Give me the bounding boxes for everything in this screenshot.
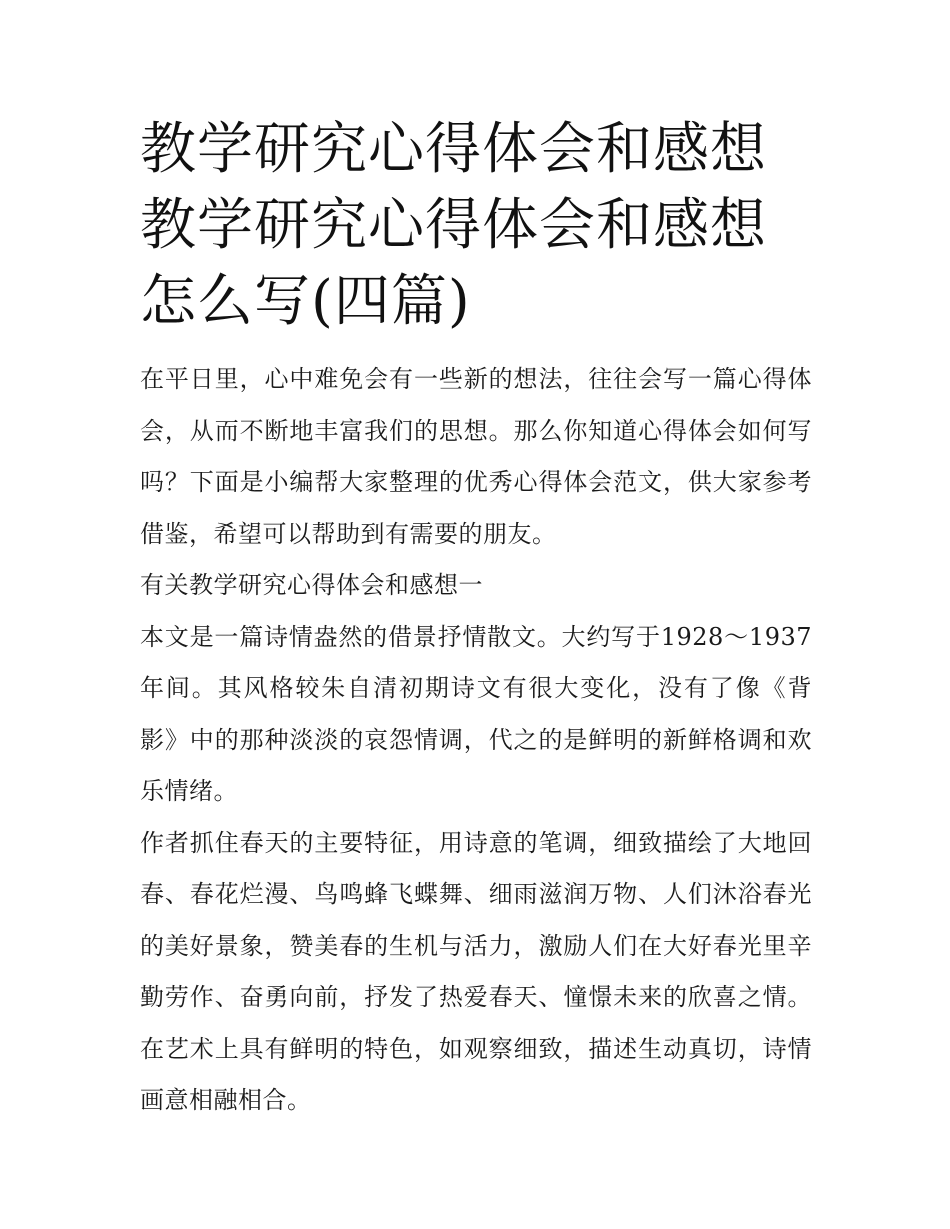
document-body [140,354,812,1127]
body-paragraph: 作者抓住春天的主要特征，用诗意的笔调，细致描绘了大地回春、春花烂漫、鸟鸣蜂飞蝶舞、细雨滋润万物、人们沐浴春光的美好景象，赞美春的生机与活力，激励人们在大好春光里辛勤劳作、奋勇向前，抒发了热爱春天、憧憬未来的欣喜之情。在艺术上具有鲜明的特色，如观察细致，描述生动真切，诗情画意相融相合。 [140,828,812,1114]
document-page [140,112,812,1127]
document-title: 教学研究心得体会和感想 教学研究心得体会和感想怎么写(四篇) [140,117,767,334]
intro-paragraph: 在平日里，心中难免会有一些新的想法，往往会写一篇心得体会，从而不断地丰富我们的思想。那么你知道心得体会如何写吗？下面是小编帮大家整理的优秀心得体会范文，供大家参考借鉴，希望可以帮助到有需要的朋友。 [140,365,812,548]
section-heading: 有关教学研究心得体会和感想一 [140,571,483,599]
body-paragraph: 本文是一篇诗情盎然的借景抒情散文。大约写于1928～1937年间。其风格较朱自清初期诗文有很大变化，没有了像《背影》中的那种淡淡的哀怨情调，代之的是鲜明的新鲜格调和欢乐情绪。 [140,622,812,805]
